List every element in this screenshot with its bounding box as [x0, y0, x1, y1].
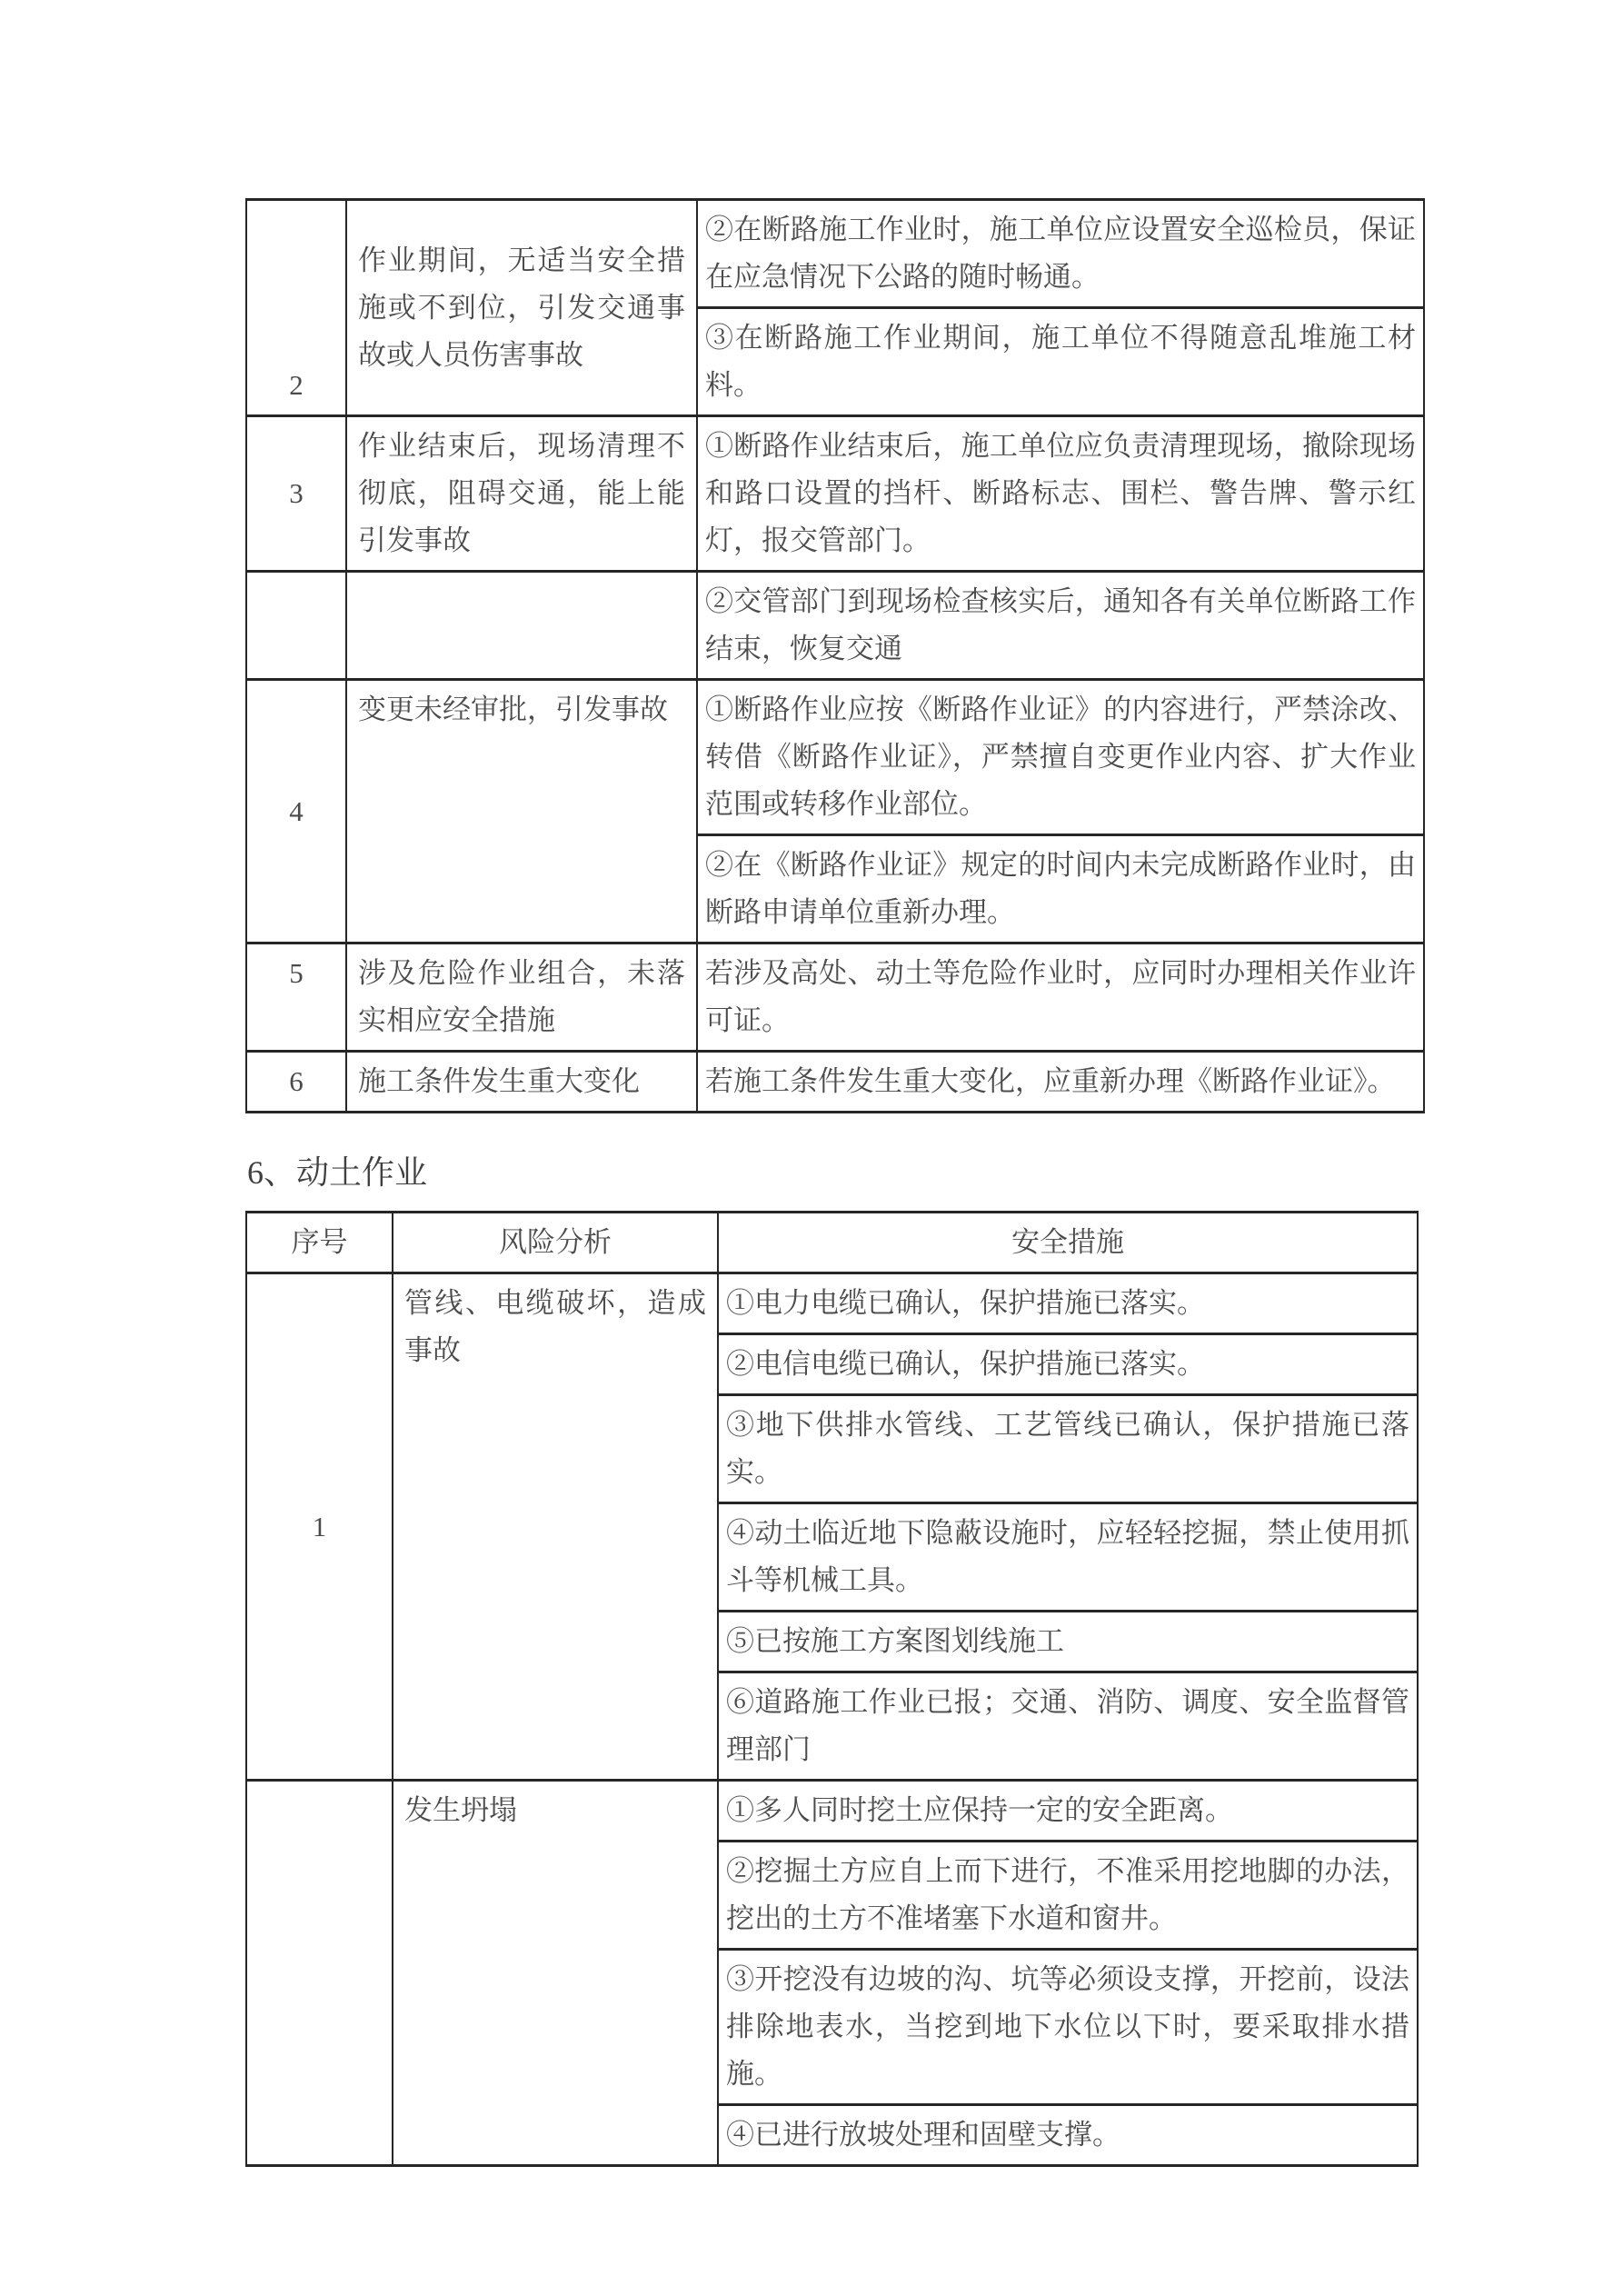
seq-cell: 3 — [246, 416, 346, 572]
table-row — [246, 572, 1424, 680]
col-header-risk-analysis: 风险分析 — [393, 1213, 718, 1273]
risk-cell: 施工条件发生重大变化 — [346, 1052, 697, 1113]
seq-cell: 6 — [246, 1052, 346, 1113]
seq-cell: 2 — [246, 200, 346, 416]
measure-cell: ①断路作业结束后，施工单位应负责清理现场，撤除现场和路口设置的挡杆、断路标志、围栏、警告牌、警示红灯，报交管部门。 — [697, 416, 1424, 572]
measure-cell: ③地下供排水管线、工艺管线已确认，保护措施已落实。 — [718, 1395, 1418, 1503]
table-row — [246, 1781, 1418, 1842]
measure-cell: ③在断路施工作业期间，施工单位不得随意乱堆施工材料。 — [697, 308, 1424, 416]
risk-cell: 管线、电缆破坏，造成事故 — [393, 1273, 718, 1781]
table-row — [246, 1052, 1424, 1113]
section-heading: 6、动土作业 — [247, 1154, 428, 1191]
seq-cell: 5 — [246, 943, 346, 1052]
road-closure-risk-table — [245, 198, 1425, 1113]
risk-cell: 作业期间，无适当安全措施或不到位，引发交通事故或人员伤害事故 — [346, 200, 697, 416]
measure-cell: ④动土临近地下隐蔽设施时，应轻轻挖掘，禁止使用抓斗等机械工具。 — [718, 1503, 1418, 1612]
seq-cell: 1 — [246, 1273, 393, 1781]
col-header-seq: 序号 — [246, 1213, 393, 1273]
earthwork-risk-table — [245, 1211, 1419, 2167]
table-row — [246, 1273, 1418, 1334]
col-header-safety-measures: 安全措施 — [718, 1213, 1418, 1273]
risk-cell: 涉及危险作业组合，未落实相应安全措施 — [346, 943, 697, 1052]
table-row — [246, 200, 1424, 308]
measure-cell: 若施工条件发生重大变化，应重新办理《断路作业证》。 — [697, 1052, 1424, 1113]
table-header-row — [246, 1213, 1418, 1273]
measure-cell: ②交管部门到现场检查核实后，通知各有关单位断路工作结束，恢复交通 — [697, 572, 1424, 680]
measure-cell: ②电信电缆已确认，保护措施已落实。 — [718, 1334, 1418, 1395]
measure-cell: ③开挖没有边坡的沟、坑等必须设支撑，开挖前，设法排除地表水，当挖到地下水位以下时，要采取排水措施。 — [718, 1950, 1418, 2105]
measure-cell: ②在断路施工作业时，施工单位应设置安全巡检员，保证在应急情况下公路的随时畅通。 — [697, 200, 1424, 308]
measure-cell: ⑥道路施工作业已报；交通、消防、调度、安全监督管理部门 — [718, 1672, 1418, 1781]
risk-cell: 变更未经审批，引发事故 — [346, 680, 697, 943]
measure-cell: ①多人同时挖土应保持一定的安全距离。 — [718, 1781, 1418, 1842]
table-row — [246, 943, 1424, 1052]
measure-cell: ②挖掘土方应自上而下进行，不准采用挖地脚的办法，挖出的土方不准堵塞下水道和窗井。 — [718, 1842, 1418, 1950]
seq-cell — [246, 1781, 393, 2166]
measure-cell: ①断路作业应按《断路作业证》的内容进行，严禁涂改、转借《断路作业证》，严禁擅自变更作业内容、扩大作业范围或转移作业部位。 — [697, 680, 1424, 835]
seq-cell: 4 — [246, 680, 346, 943]
risk-cell: 发生坍塌 — [393, 1781, 718, 2166]
measure-cell: ⑤已按施工方案图划线施工 — [718, 1612, 1418, 1672]
table-row — [246, 416, 1424, 572]
measure-cell: 若涉及高处、动土等危险作业时，应同时办理相关作业许可证。 — [697, 943, 1424, 1052]
risk-cell: 作业结束后，现场清理不彻底，阻碍交通，能上能引发事故 — [346, 416, 697, 572]
measure-cell: ②在《断路作业证》规定的时间内未完成断路作业时，由断路申请单位重新办理。 — [697, 835, 1424, 943]
seq-cell — [246, 572, 346, 680]
measure-cell: ④已进行放坡处理和固壁支撑。 — [718, 2105, 1418, 2166]
risk-cell — [346, 572, 697, 680]
measure-cell: ①电力电缆已确认，保护措施已落实。 — [718, 1273, 1418, 1334]
table-row — [246, 680, 1424, 835]
